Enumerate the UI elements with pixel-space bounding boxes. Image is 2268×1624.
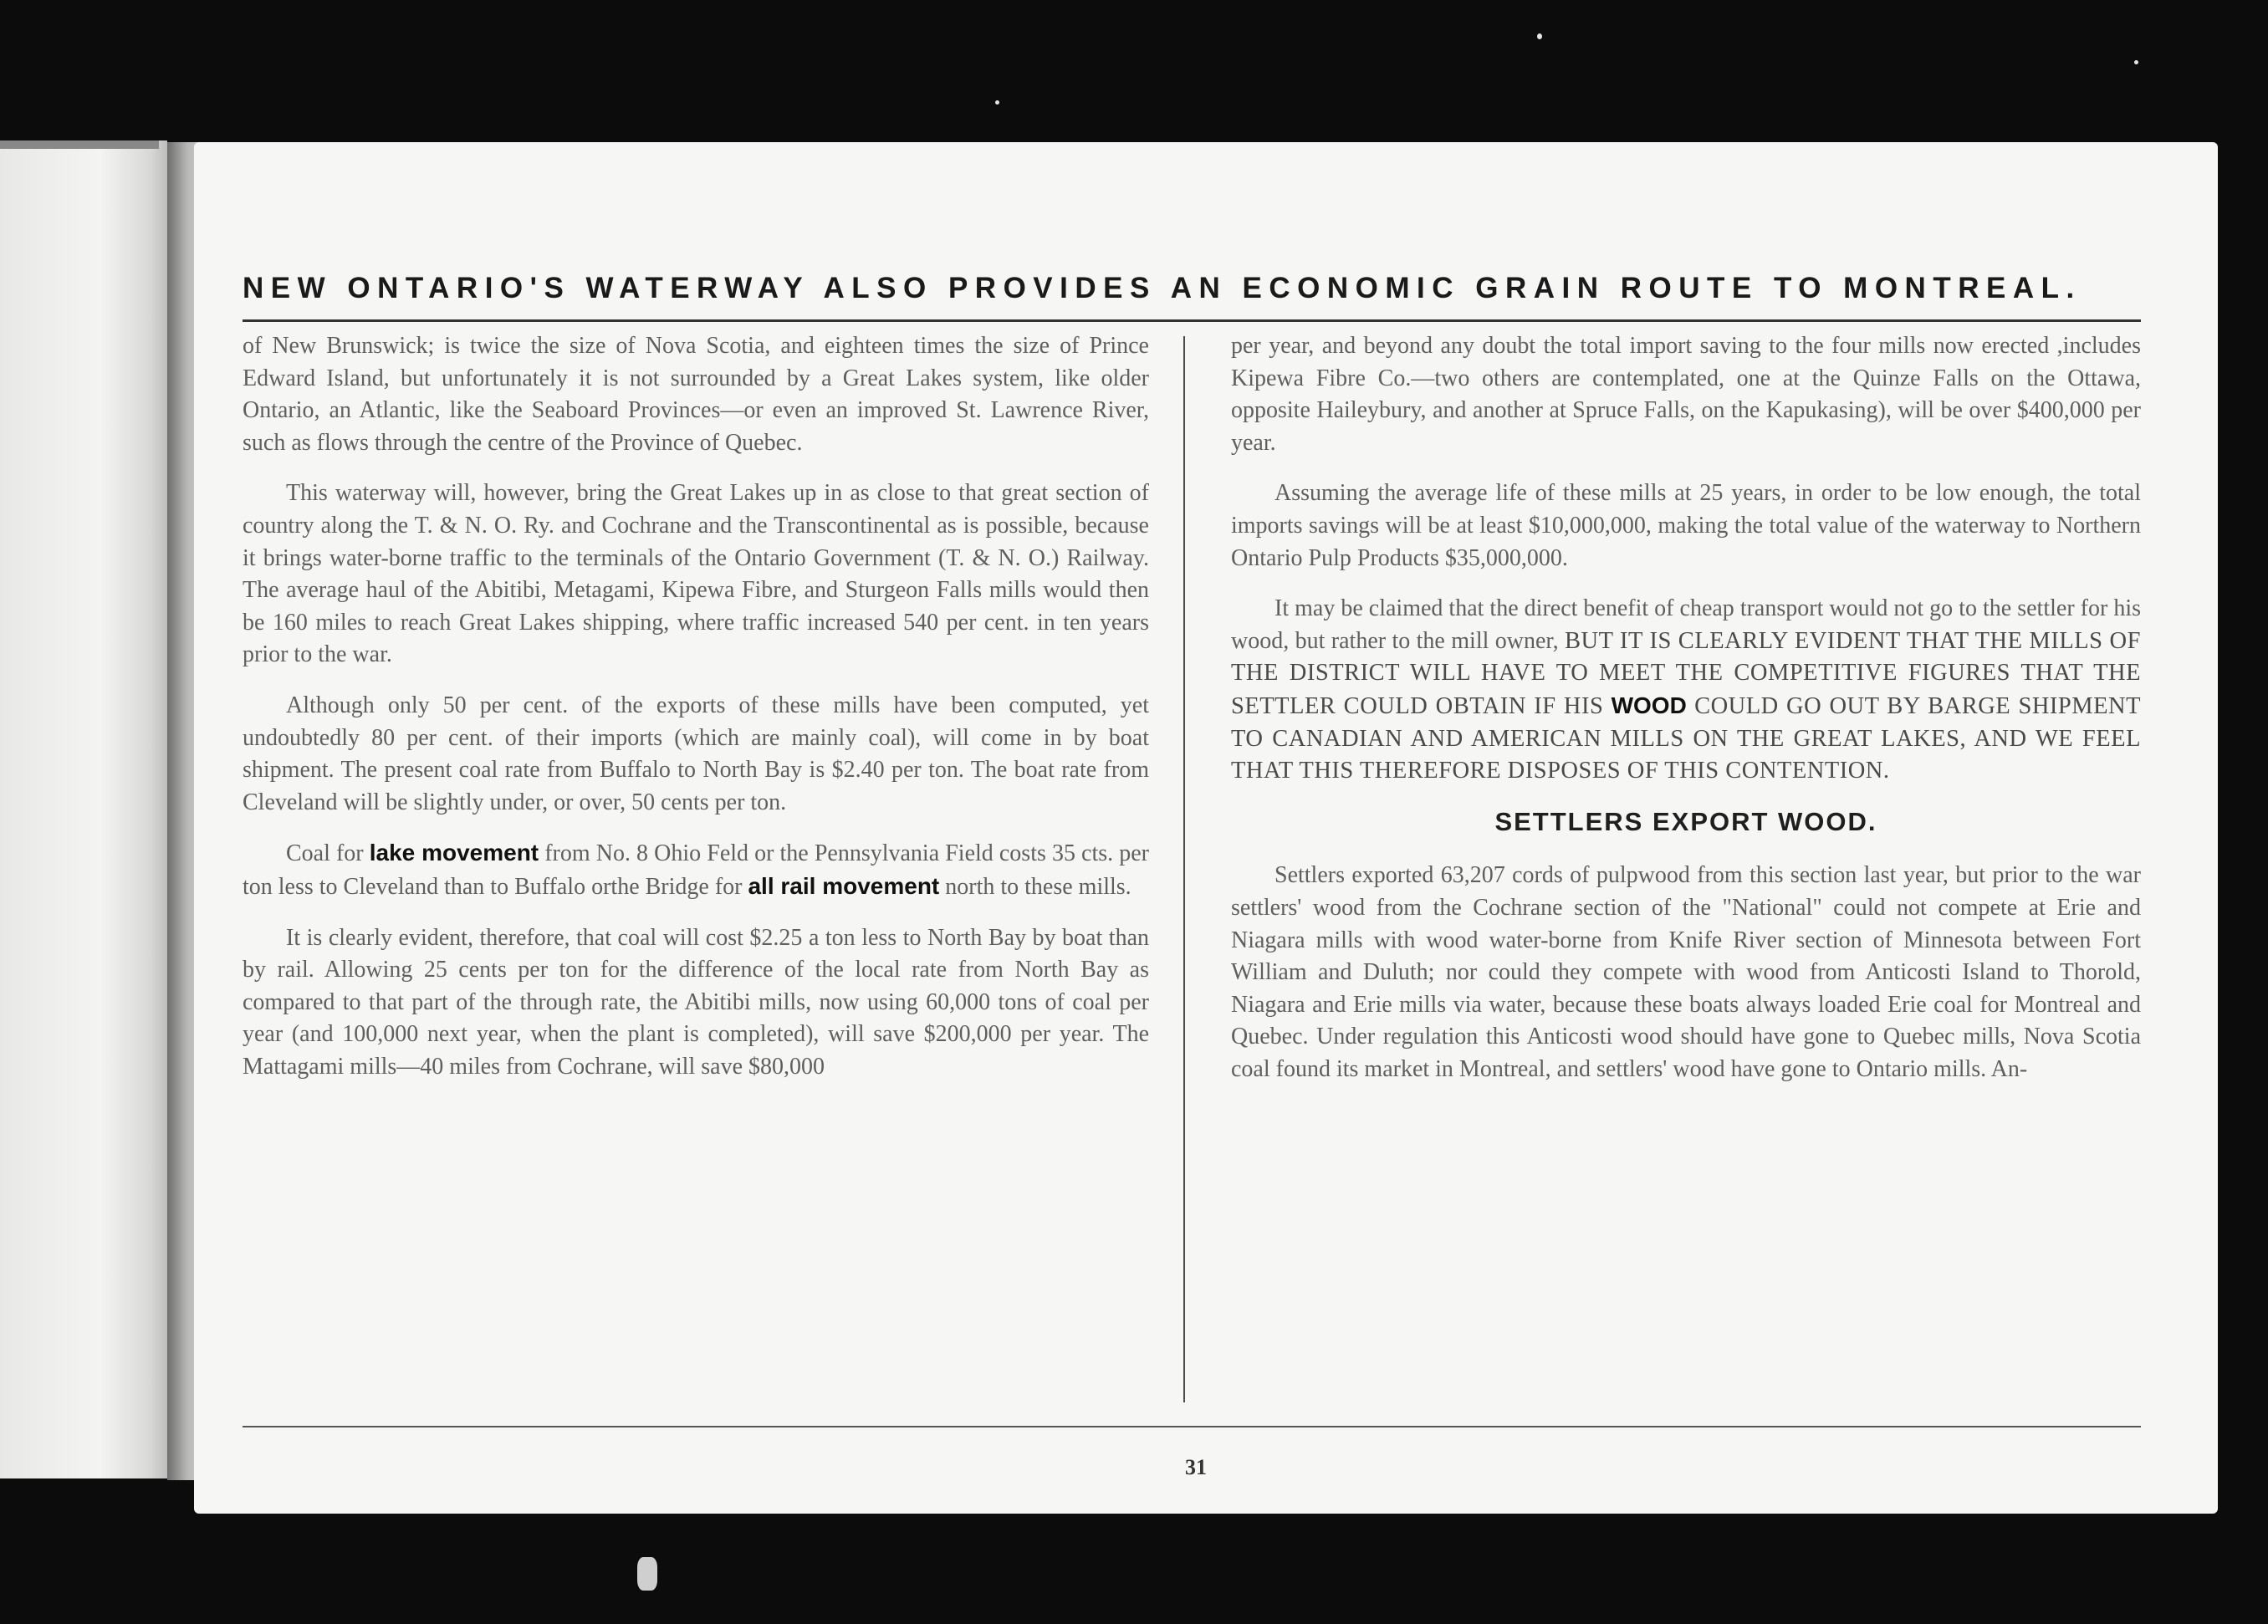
dust-speck [637,1557,657,1591]
page-heading: NEW ONTARIO'S WATERWAY ALSO PROVIDES AN ECONOMIC GRAIN ROUTE TO MONTREAL. [243,272,2082,304]
paragraph [1231,593,2141,788]
dust-speck [995,100,999,105]
footer-rule [243,1426,2141,1427]
column-divider [1183,336,1185,1402]
caps-text: BUT IT IS CLEARLY EVIDENT THAT THE MILLS OF THE DISTRICT WILL HAVE TO MEET THE COMPETITIVE FIGURES THAT THE SETTLER COULD OBTAIN IF HIS [1231,627,2141,719]
left-page-edge [0,140,167,1478]
right-column [1231,330,2141,1104]
bold-text-all-rail-movement: all rail movement [748,872,940,899]
bold-text-wood: WOOD [1611,692,1687,718]
book-page [194,142,2218,1514]
left-column [243,330,1149,1101]
dust-speck [2134,60,2138,64]
paragraph: per year, and beyond any doubt the total import saving to the four mills now erected ,includes Kipewa Fibre Co.—two others are contemplated, one at the Quinze Falls on the Ottawa, opposite Haileybury, and another at Spruce Falls, on the Kapukasing), will be over $400,000 per year. [1231,333,2141,456]
page-content [243,142,2141,1479]
left-page-bar [0,140,159,149]
text-run: north to these mills. [939,873,1131,900]
heading-rule [243,319,2141,322]
paragraph: of New Brunswick; is twice the size of Nova Scotia, and eighteen times the size of Prince Edward Island, but unfortunately it is not surrounded by a Great Lakes system, like older Ontario, an Atlantic, like the Seaboard Provinces—or even an improved St. Lawrence River, such as flows through the centre of the Province of Quebec. [243,333,1149,456]
text-run: from No. 8 Ohio Feld or the Pennsylvania Field costs 35 cts. per ton less to Cleveland than to Buffalo orthe Bridge for [243,840,1150,900]
paragraph: Assuming the average life of these mills at 25 years, in order to be low enough, the total imports savings will be at least $10,000,000, making the total value of the waterway to Northern Ontario Pulp Products $35,000,000. [1231,480,2141,571]
caps-text: COULD GO OUT BY BARGE SHIPMENT TO CANADIAN AND AMERICAN MILLS ON THE GREAT LAKES, AND WE FEEL THAT THIS THEREFORE DISPOSES OF THIS CONTENTION. [1231,692,2141,784]
text-run: Coal for [286,840,370,867]
paragraph [243,837,1149,903]
paragraph: This waterway will, however, bring the Great Lakes up in as close to that great section of country along the T. & N. O. Ry. and Cochrane and the Transcontinental as is possible, because it brings water-borne traffic to the terminals of the Ontario Government (T. & N. O.) Railway. The average haul of the Abitibi, Metagami, Kipewa Fibre, and Sturgeon Falls mills would then be 160 miles to reach Great Lakes shipping, where traffic increased 540 per cent. in ten years prior to the war. [243,480,1149,668]
paragraph: Although only 50 per cent. of the exports of these mills have been computed, yet undoubtedly 80 per cent. of their imports (which are mainly coal), will come in by boat shipment. The present coal rate from Buffalo to North Bay is $2.40 per ton. The boat rate from Cleveland will be slightly under, or over, 50 cents per ton. [243,692,1149,815]
text-run: It may be claimed that the direct benefit of cheap transport would not go to the settler for his wood, but rather to the mill owner, [1231,595,2141,654]
paragraph: Settlers exported 63,207 cords of pulpwood from this section last year, but prior to the war settlers' wood from the Cochrane section of the "National" could not compete at Erie and Niagara mills with wood water-borne from Knife River section of Minnesota between Fort William and Duluth; nor could they compete with wood from Anticosti Island to Thorold, Niagara and Erie mills via water, because these boats always loaded Erie coal for Montreal and Quebec. Under regulation this Anticosti wood should have gone to Quebec mills, Nova Scotia coal found its market in Montreal, and settlers' wood have gone to Ontario mills. An- [1231,862,2141,1082]
bold-text-lake-movement: lake movement [369,840,539,866]
page-number: 31 [1185,1455,1207,1479]
dust-speck [1537,33,1542,39]
section-subheading: SETTLERS EXPORT WOOD. [1494,806,1877,836]
paragraph: It is clearly evident, therefore, that coal will cost $2.25 a ton less to North Bay by boat than by rail. Allowing 25 cents per ton for the difference of the local rate from North Bay as compared to that part of the through rate, the Abitibi mills, now using 60,000 tons of coal per year (and 100,000 next year, when the plant is completed), will save $200,000 per year. The Mattagami mills—40 miles from Cochrane, will save $80,000 [243,924,1149,1080]
